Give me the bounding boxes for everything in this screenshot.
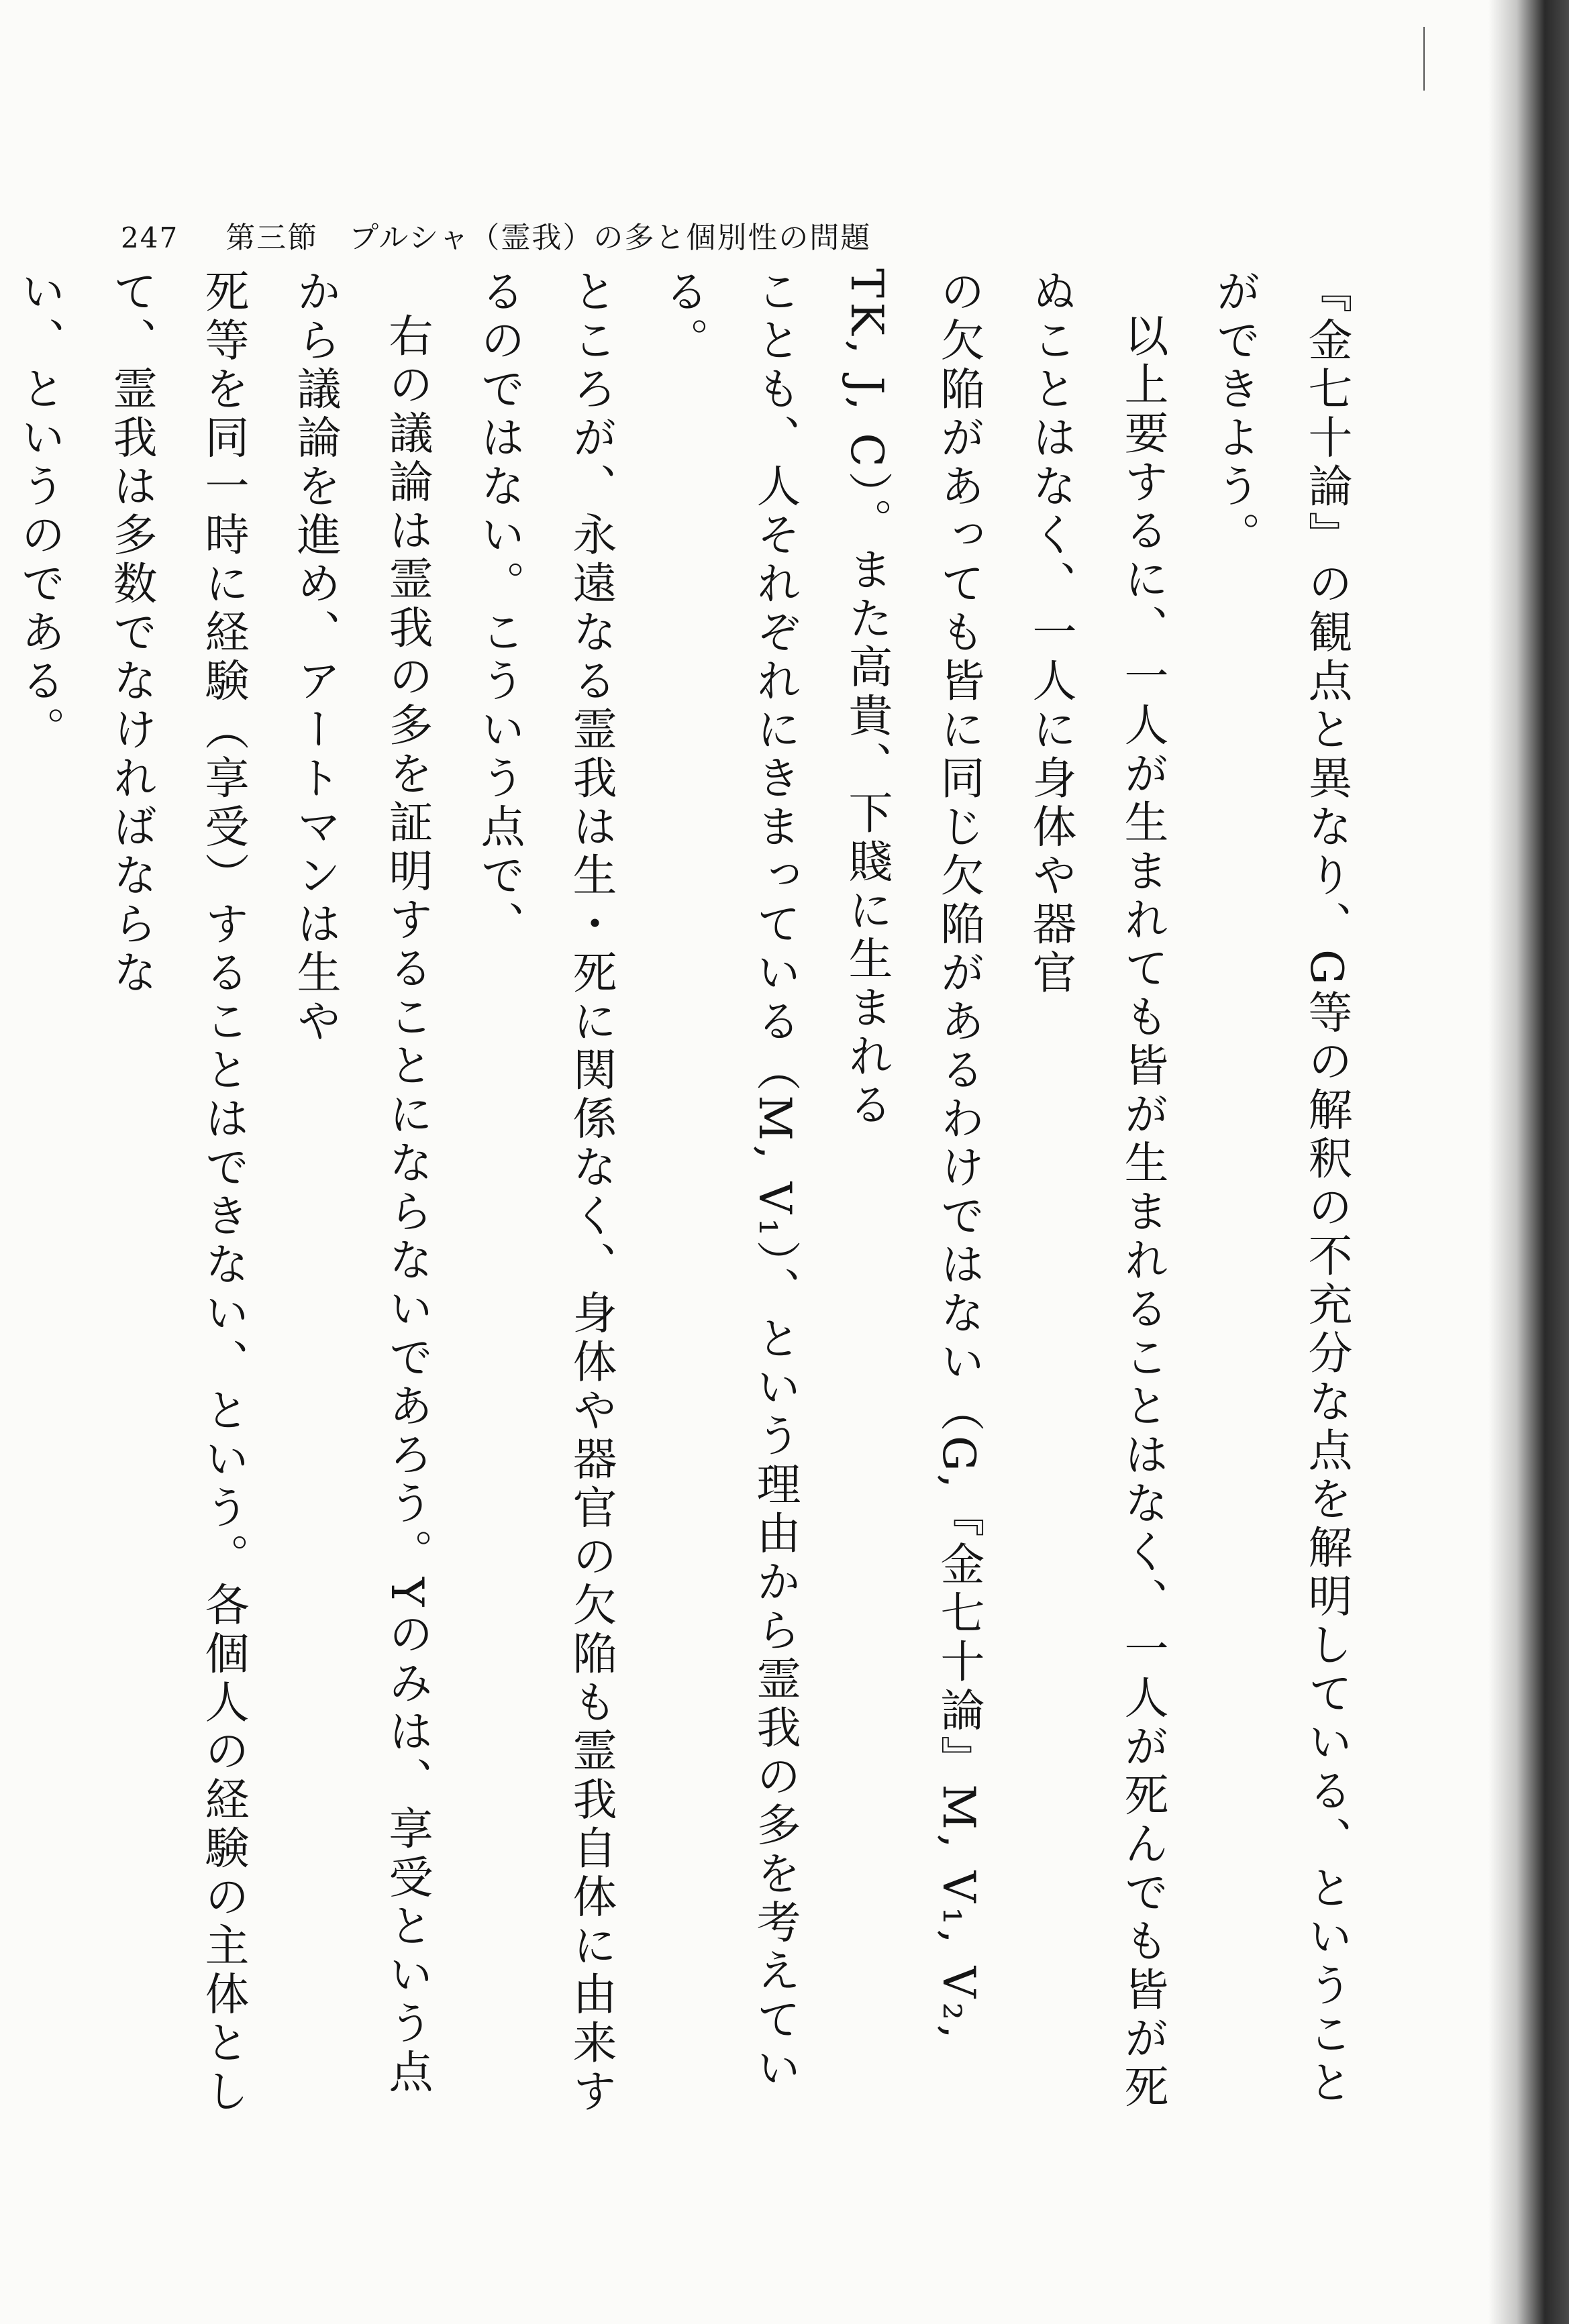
vertical-text-body (13, 268, 1372, 2133)
text-line: 『金七十論』の観点と異なり、G等の解釈の不充分な点を解明している、ということができよう。 (1209, 268, 1352, 2108)
text-line: 以上要するに、一人が生まれても皆が生まれることはなく、一人が死んでも皆が死ぬことはなく、一人に身体や器官 (1025, 268, 1168, 2113)
scan-mark (1423, 27, 1425, 91)
page-number: 247 (121, 221, 179, 254)
text-line: の欠陥があっても皆に同じ欠陥があるわけではない（G,『金七十論』M, V₁, V₂, TK, J, C）。また高貴、下賤に生まれる (841, 268, 984, 2044)
text-line: 右の議論は霊我の多を証明することにならないであろう。Yのみは、享受という点から議論を進め、アートマンは生や (289, 268, 433, 2098)
text-line: ことも、人それぞれにきまっている（M, V₁）、という理由から霊我の多を考えている。 (657, 268, 801, 2094)
running-title: 第三節 プルシャ（霊我）の多と個別性の問題 (225, 221, 872, 255)
text-line: 死等を同一時に経験（享受）することはできない、という。各個人の経験の主体として、霊我は多数でなければならな (105, 268, 249, 2117)
text-line: ところが、永遠なる霊我は生・死に関係なく、身体や器官の欠陥も霊我自体に由来するのではない。こういう点で、 (473, 268, 617, 2117)
binding-shadow (1488, 0, 1569, 2324)
text-line: い、というのである。 (13, 268, 65, 755)
running-header (121, 213, 871, 256)
